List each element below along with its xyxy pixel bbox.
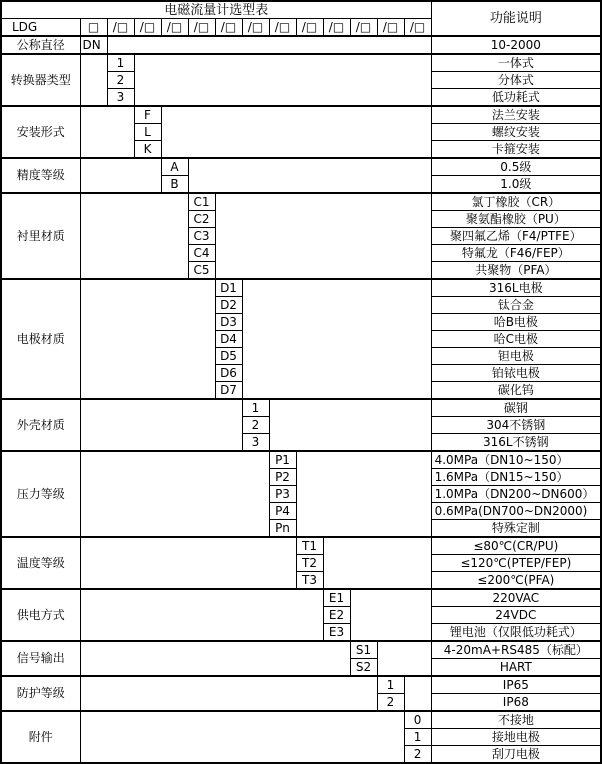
code-cell: C3	[188, 228, 215, 245]
code-cell: C4	[188, 245, 215, 262]
spacer-cell	[242, 279, 431, 399]
description-cell: 氯丁橡胶（CR）	[431, 193, 601, 211]
code-cell: 1	[377, 676, 404, 694]
spacer-cell	[80, 451, 269, 537]
model-slot-box: /□	[215, 19, 242, 37]
description-cell: 4-20mA+RS485（标配）	[431, 641, 601, 659]
spacer-cell	[80, 54, 107, 106]
code-cell: P1	[269, 451, 296, 469]
code-cell: 0	[404, 711, 431, 729]
code-cell: 1	[242, 399, 269, 417]
model-slot-box: /□	[107, 19, 134, 37]
code-cell: 2	[107, 72, 134, 89]
category-label: 附件	[1, 711, 80, 763]
category-label: 供电方式	[1, 589, 80, 641]
spacer-cell	[215, 193, 431, 279]
category-label: 公称直径	[1, 36, 80, 54]
description-cell: ≤80℃(CR/PU)	[431, 537, 601, 555]
code-cell: E2	[323, 607, 350, 624]
code-cell: P2	[269, 469, 296, 486]
category-label: 防护等级	[1, 676, 80, 711]
code-cell: 1	[404, 729, 431, 746]
code-cell: P3	[269, 486, 296, 503]
description-cell: 特氟龙（F46/FEP）	[431, 245, 601, 262]
category-label: 安装形式	[1, 106, 80, 158]
category-label: 信号输出	[1, 641, 80, 676]
description-cell: 4.0MPa（DN10~150）	[431, 451, 601, 469]
code-cell: F	[134, 106, 161, 124]
model-prefix-label: LDG	[1, 19, 80, 37]
description-cell: ≤120℃(PTEP/FEP)	[431, 555, 601, 572]
description-cell: 不接地	[431, 711, 601, 729]
code-cell: D5	[215, 348, 242, 365]
description-cell: 碳化钨	[431, 382, 601, 400]
spacer-cell	[80, 158, 161, 193]
code-cell: T2	[296, 555, 323, 572]
spacer-cell	[80, 193, 188, 279]
description-cell: 316L不锈钢	[431, 434, 601, 452]
description-cell: 刮刀电极	[431, 746, 601, 764]
spacer-cell	[323, 537, 431, 589]
code-cell: 2	[377, 694, 404, 712]
code-cell: P4	[269, 503, 296, 520]
code-cell: D1	[215, 279, 242, 297]
code-cell: B	[161, 176, 188, 194]
description-cell: 分体式	[431, 72, 601, 89]
description-cell: 1.6MPa（DN15~150）	[431, 469, 601, 486]
spacer-cell	[296, 451, 431, 537]
description-cell: ≤200℃(PFA)	[431, 572, 601, 590]
description-cell: HART	[431, 659, 601, 677]
code-cell: 2	[404, 746, 431, 764]
description-cell: 碳钢	[431, 399, 601, 417]
description-cell: 共聚物（PFA）	[431, 262, 601, 280]
description-cell: 1.0MPa（DN200~DN600）	[431, 486, 601, 503]
model-slot-box: /□	[161, 19, 188, 37]
description-cell: 铂铱电极	[431, 365, 601, 382]
model-slot-box: /□	[404, 19, 431, 37]
category-label: 外壳材质	[1, 399, 80, 451]
code-cell: E1	[323, 589, 350, 607]
description-cell: 哈C电极	[431, 331, 601, 348]
code-cell: K	[134, 141, 161, 159]
code-cell: 3	[107, 89, 134, 107]
model-slot-box: /□	[188, 19, 215, 37]
category-label: 电极材质	[1, 279, 80, 399]
spacer-cell	[107, 36, 431, 54]
spacer-cell	[80, 106, 134, 158]
description-cell: 聚四氟乙烯（F4/PTFE）	[431, 228, 601, 245]
spacer-cell	[80, 711, 404, 763]
description-cell: 螺纹安装	[431, 124, 601, 141]
description-cell: 一体式	[431, 54, 601, 72]
spacer-cell	[377, 641, 431, 676]
spacer-cell	[350, 589, 431, 641]
description-cell: IP68	[431, 694, 601, 712]
description-cell: 1.0级	[431, 176, 601, 194]
description-cell: 0.6MPa(DN700~DN2000)	[431, 503, 601, 520]
spacer-cell	[188, 158, 431, 193]
description-cell: 304不锈钢	[431, 417, 601, 434]
code-cell: C1	[188, 193, 215, 211]
spacer-cell	[80, 279, 215, 399]
description-cell: 卡箍安装	[431, 141, 601, 159]
description-cell: 聚氨酯橡胶（PU）	[431, 211, 601, 228]
model-slot-box: /□	[269, 19, 296, 37]
model-slot-box: /□	[377, 19, 404, 37]
description-cell: 24VDC	[431, 607, 601, 624]
description-cell: 钽电极	[431, 348, 601, 365]
description-cell: 220VAC	[431, 589, 601, 607]
code-cell: DN	[80, 36, 107, 54]
code-cell: D6	[215, 365, 242, 382]
category-label: 精度等级	[1, 158, 80, 193]
code-cell: T1	[296, 537, 323, 555]
description-cell: 低功耗式	[431, 89, 601, 107]
description-cell: 特殊定制	[431, 520, 601, 538]
description-cell: 0.5级	[431, 158, 601, 176]
model-base-box: □	[80, 19, 107, 37]
spacer-cell	[269, 399, 431, 451]
category-label: 转换器类型	[1, 54, 80, 106]
code-cell: S2	[350, 659, 377, 677]
model-slot-box: /□	[134, 19, 161, 37]
description-cell: 锂电池（仅限低功耗式）	[431, 624, 601, 642]
code-cell: 1	[107, 54, 134, 72]
model-slot-box: /□	[242, 19, 269, 37]
spacer-cell	[161, 106, 431, 158]
description-cell: 哈B电极	[431, 314, 601, 331]
function-column-header: 功能说明	[431, 1, 601, 36]
category-label: 衬里材质	[1, 193, 80, 279]
code-cell: C5	[188, 262, 215, 280]
code-cell: L	[134, 124, 161, 141]
spacer-cell	[404, 676, 431, 711]
code-cell: C2	[188, 211, 215, 228]
spacer-cell	[80, 589, 323, 641]
table-title: 电磁流量计选型表	[1, 1, 431, 19]
model-slot-box: /□	[323, 19, 350, 37]
code-cell: D4	[215, 331, 242, 348]
spacer-cell	[134, 54, 431, 106]
spacer-cell	[80, 641, 350, 676]
code-cell: 2	[242, 417, 269, 434]
description-cell: 接地电极	[431, 729, 601, 746]
code-cell: D7	[215, 382, 242, 400]
description-cell: IP65	[431, 676, 601, 694]
category-label: 温度等级	[1, 537, 80, 589]
spacer-cell	[80, 399, 242, 451]
code-cell: E3	[323, 624, 350, 642]
code-cell: D3	[215, 314, 242, 331]
description-cell: 法兰安装	[431, 106, 601, 124]
code-cell: T3	[296, 572, 323, 590]
description-cell: 钛合金	[431, 297, 601, 314]
spacer-cell	[80, 676, 377, 711]
code-cell: A	[161, 158, 188, 176]
category-label: 压力等级	[1, 451, 80, 537]
code-cell: 3	[242, 434, 269, 452]
code-cell: Pn	[269, 520, 296, 538]
description-cell: 10-2000	[431, 36, 601, 54]
spacer-cell	[80, 537, 296, 589]
model-slot-box: /□	[296, 19, 323, 37]
model-slot-box: /□	[350, 19, 377, 37]
code-cell: S1	[350, 641, 377, 659]
description-cell: 316L电极	[431, 279, 601, 297]
code-cell: D2	[215, 297, 242, 314]
